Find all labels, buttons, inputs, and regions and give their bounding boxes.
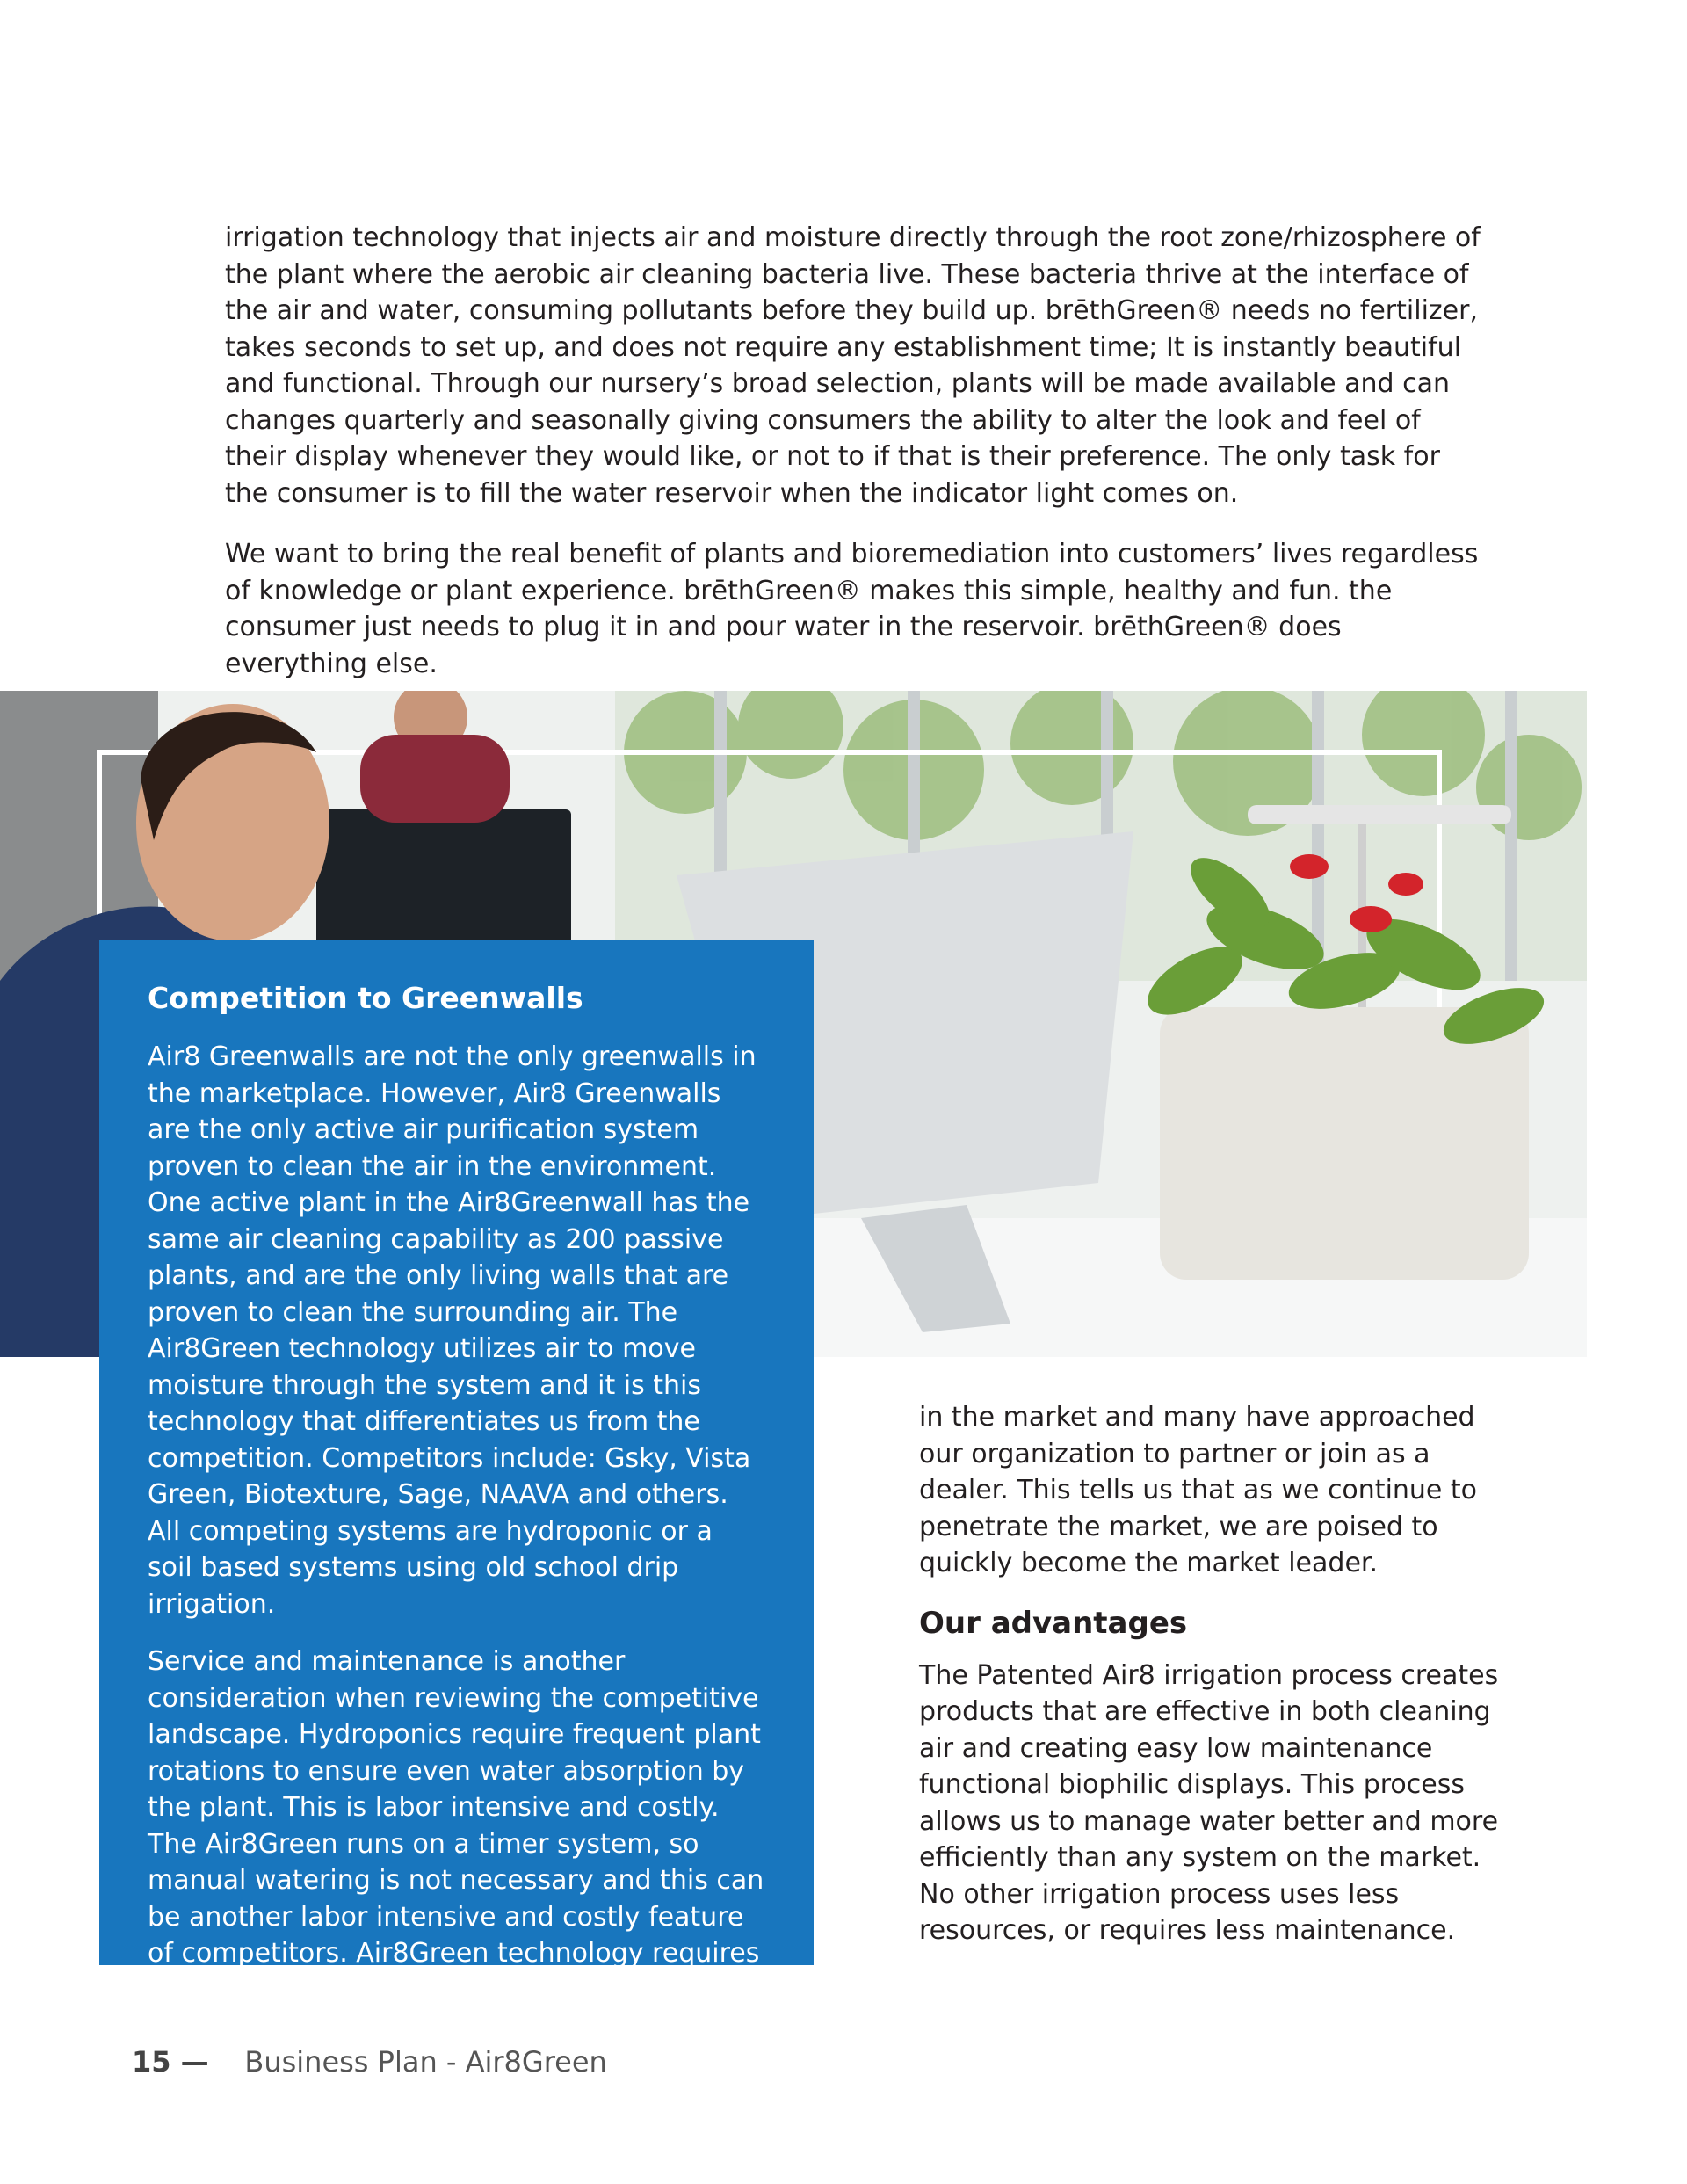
continuation-paragraph: in the market and many have approached our organization to partner or join as a dealer. This tells us that as we continue to penetrate the market, we are poised to quickly become the market leader. [919,1402,1478,1578]
intro-paragraph-1: irrigation technology that injects air and moisture directly through the root zone/rhizosphere of the plant where the aerobic air cleaning bacteria live. These bacteria thrive at the interface of the air and water, consuming pollutants before they build up. brēthGreen® needs no fertilizer, takes seconds to set up, and does not require any establishment time; It is instantly beautiful and functional. Through our nursery’s broad selection, plants will be made available and can changes quarterly and seasonally giving consumers the ability to alter the look and feel of their display whenever they would like, or not to if that is their preference. The only task for the consumer is to fill the water reservoir when the indicator light comes on. [225,222,1481,509]
page-number: 15 — [132,2045,209,2079]
advantages-heading: Our advantages [919,1605,1188,1641]
competition-paragraph-2: Service and maintenance is another consideration when reviewing the competitive landscape. Hydroponics require frequent plant rotations to ensure even water absorption by the plant. This is labor intensive and costly. The Air8Green runs on a timer system, so manual watering is not necessary and this can be another labor intensive and costly feature of competitors. Air8Green technology requires the least amount of water and fertilizer than any other competitor [148,1646,764,2042]
competition-paragraph-1: Air8 Greenwalls are not the only greenwalls in the marketplace. However, Air8 Greenwalls are the only active air purification system proven to clean the air in the environment. One active plant in the Air8Greenwall has the same air cleaning capability as 200 passive plants, and are the only living walls that are proven to clean the surrounding air. The Air8Green technology utilizes air to move moisture through the system and it is this technology that differentiates us from the competition. Competitors include: Gsky, Vista Green, Biotexture, Sage, NAAVA and others. All competing systems are hydroponic or a soil based systems using old school drip irrigation. [148,1041,757,1620]
right-column [919,1399,1517,1970]
intro-paragraph-2: We want to bring the real benefit of plants and bioremediation into customers’ lives regardless of knowledge or plant experience. brēthGreen® makes this simple, healthy and fun. the consumer just needs to plug it in and pour water in the reservoir. brēthGreen® does everything else. [225,539,1479,679]
document-title: Business Plan - Air8Green [244,2045,607,2079]
intro-text [225,220,1481,707]
competition-panel [99,940,814,2042]
page-footer [132,2043,607,2081]
competition-heading: Competition to Greenwalls [148,981,583,1015]
advantages-paragraph: The Patented Air8 irrigation process creates products that are effective in both cleaning air and creating easy low maintenance functional biophilic displays. This process allows us to manage water better and more efficiently than any system on the market. No other irrigation process uses less resources, or requires less maintenance. [919,1659,1499,1946]
